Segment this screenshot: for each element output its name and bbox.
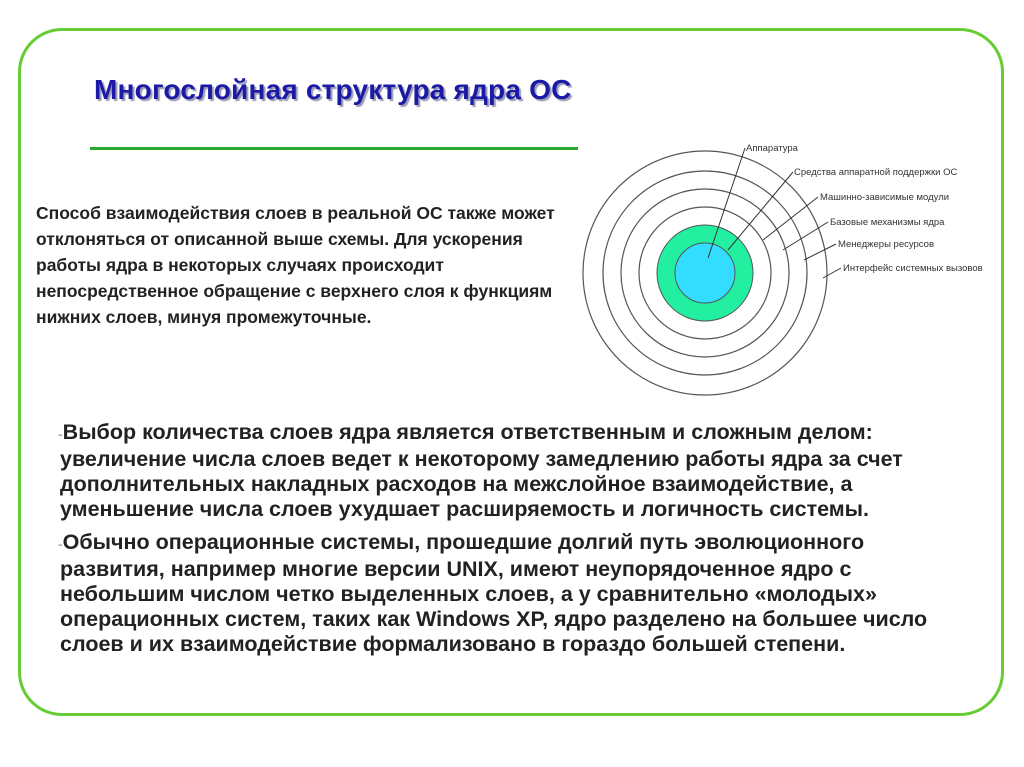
slide-title: Многослойная структура ядра ОС — [94, 74, 572, 105]
label-base-mechanisms: Базовые механизмы ядра — [830, 217, 945, 228]
leader-syscall-interface — [823, 268, 841, 278]
core-hardware — [675, 243, 735, 303]
bullet-list — [60, 420, 960, 665]
label-hardware: Аппаратура — [746, 143, 798, 154]
bullet-text: Выбор количества слоев ядра является ответственным и сложным делом: увеличение числа слоев ведет к некоторому замедлению работы ядра за счет дополнительных накладных расходов на межслойное взаимодействие, а уменьшение числа слоев ухудшает расширяемость и логичность системы. — [60, 420, 903, 521]
label-machine-dependent: Машинно-зависимые модули — [820, 192, 950, 203]
leader-resource-managers — [804, 244, 836, 260]
bullet-item-os-evolution — [60, 530, 960, 657]
label-syscall-interface: Интерфейс системных вызовов — [843, 263, 983, 274]
title-underline — [90, 147, 578, 150]
bullet-marker: - — [58, 536, 63, 552]
bullet-item-layer-count — [60, 420, 960, 522]
bullet-text: Обычно операционные системы, прошедшие долгий путь эволюционного развития, например многие версии UNIX, имеют неупорядоченное ядро с небольшим числом четко выделенных слоев, а у сравнительно «молодых» операционных систем, таких как Windows XP, ядро разделено на большее число слоев и их взаимодействие формализовано в гораздо большей степени. — [60, 530, 928, 656]
kernel-layers-diagram — [578, 140, 983, 412]
intro-paragraph: Способ взаимодействия слоев в реальной ОС также может отклоняться от описанной выше схемы. Для ускорения работы ядра в некоторых случаях происходит непосредственное обращение с верхнего слоя к функциям нижних слоев, минуя промежуточные. — [36, 203, 555, 327]
bullet-marker: - — [58, 426, 63, 442]
label-resource-managers: Менеджеры ресурсов — [838, 239, 934, 250]
label-hardware-support: Средства аппаратной поддержки ОС — [794, 167, 958, 178]
